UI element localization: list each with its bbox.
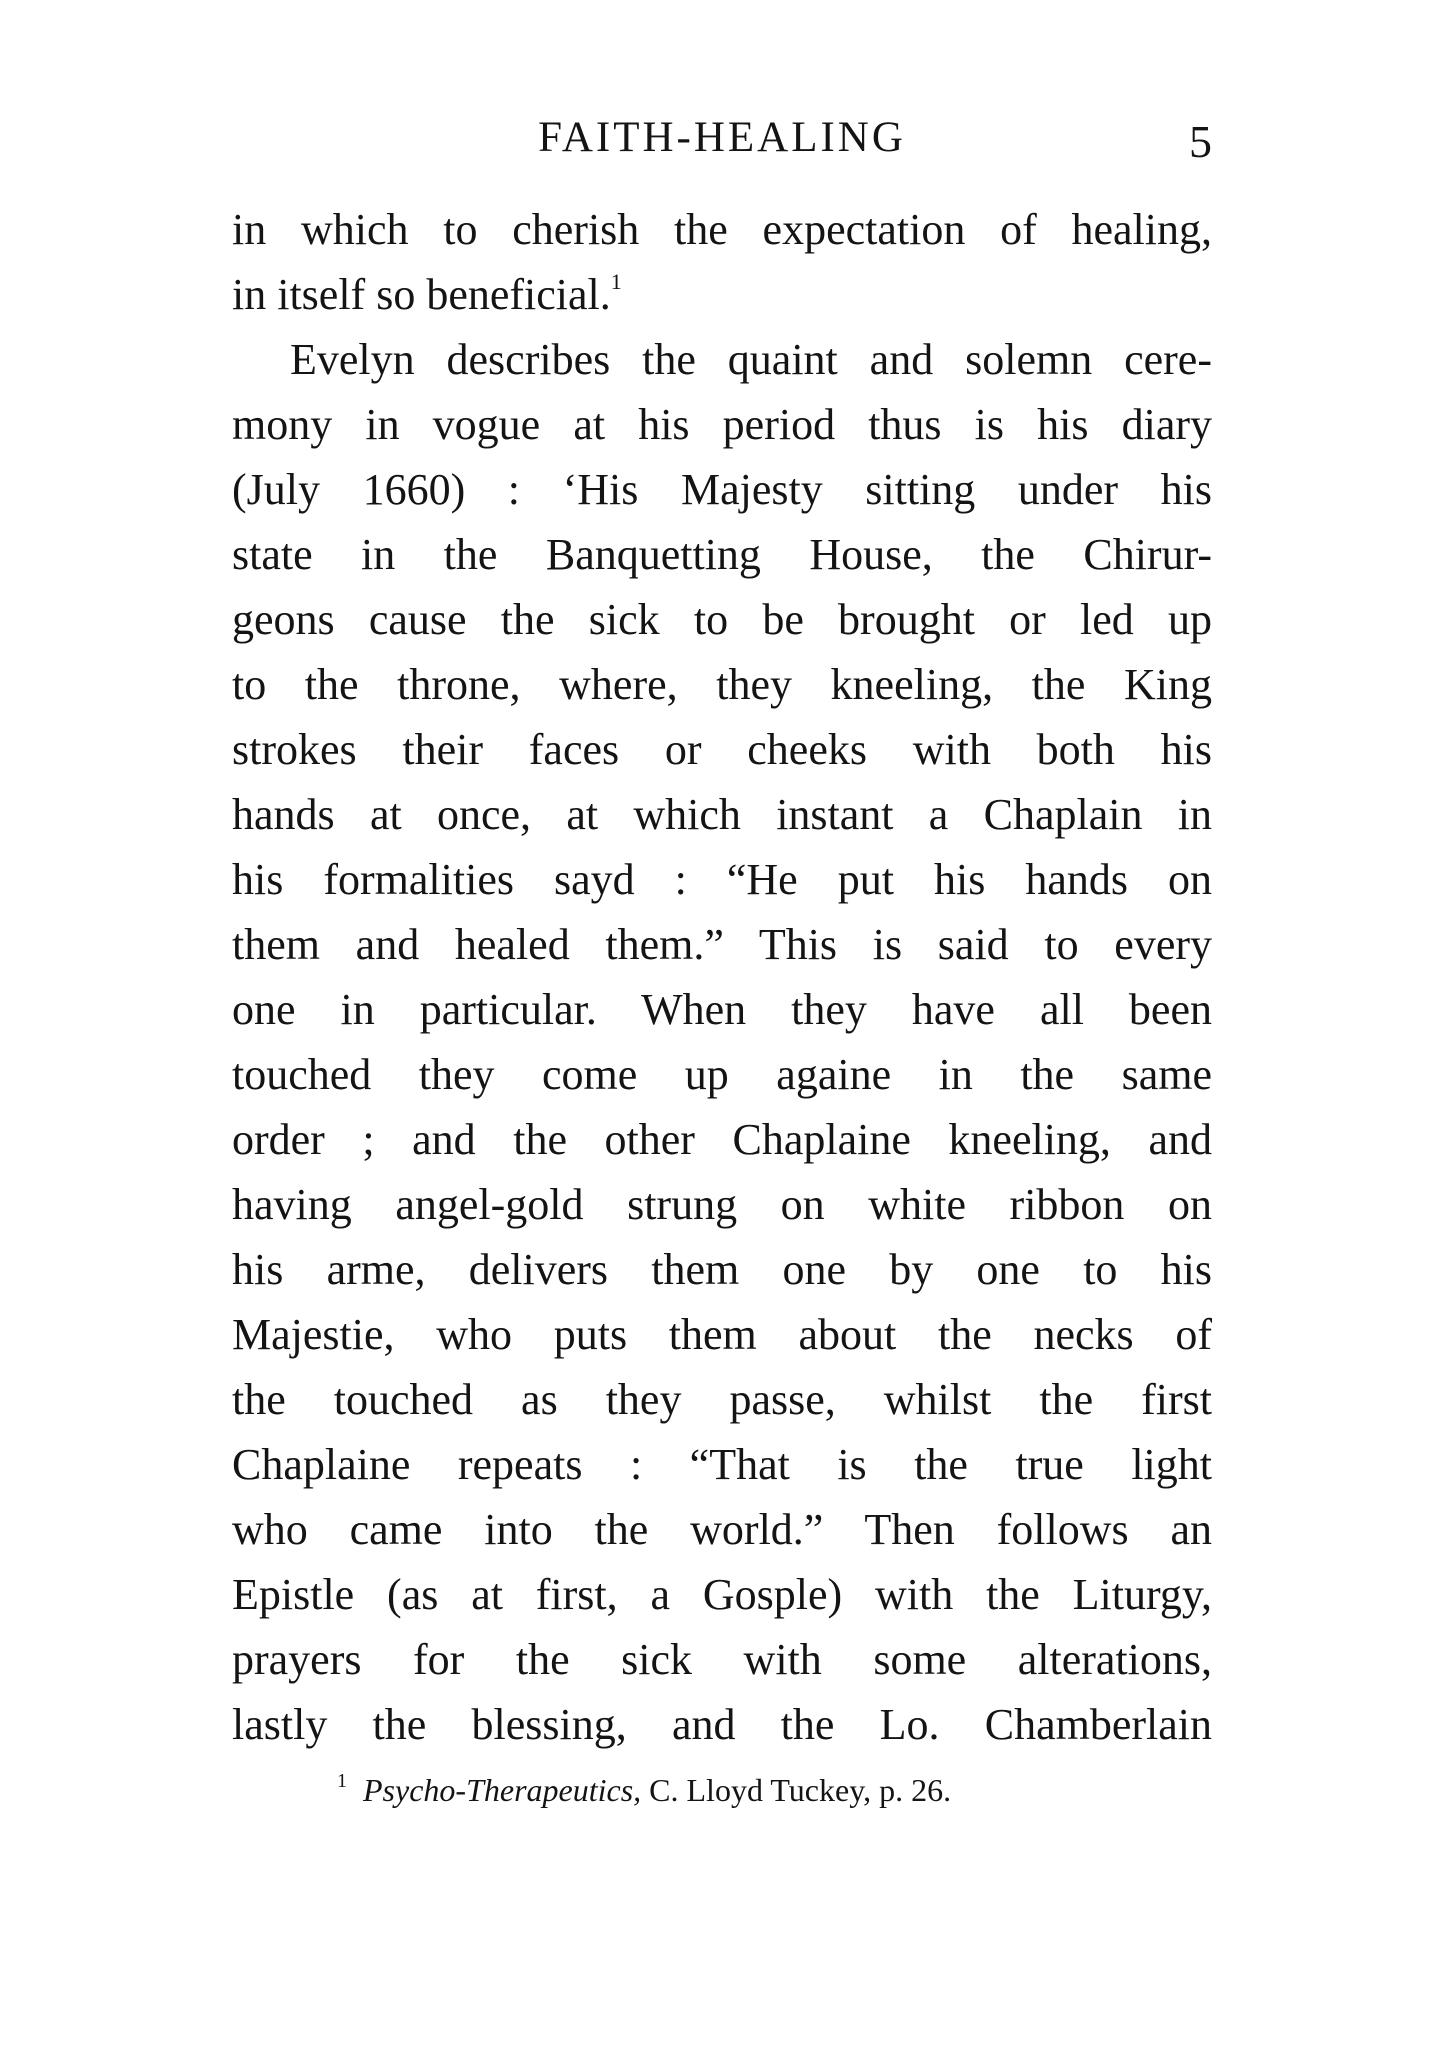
text-line: them and healed them.” This is said to every [232,920,1212,969]
text-line: who came into the world.” Then follows an [232,1505,1212,1554]
page-number: 5 [1189,116,1212,167]
body-text [232,197,1212,1757]
footnote-citation: C. Lloyd Tuckey, p. 26. [641,1772,952,1808]
text-line: strokes their faces or cheeks with both his [232,725,1212,774]
text-line: Epistle (as at first, a Gosple) with the Liturgy, [232,1570,1212,1619]
text-line: mony in vogue at his period thus is his diary [232,400,1212,449]
text-line: one in particular. When they have all been [232,985,1212,1034]
text-line: lastly the blessing, and the Lo. Chamberlain [232,1700,1212,1749]
text-line: (July 1660) : ‘His Majesty sitting under his [232,465,1212,514]
text-line: his formalities sayd : “He put his hands on [232,855,1212,904]
footnote-book-title: Psycho-Therapeutics, [363,1772,642,1808]
text-line: in which to cherish the expectation of healing, [232,205,1212,254]
text-line: to the throne, where, they kneeling, the King [232,660,1212,709]
text-line: geons cause the sick to be brought or led up [232,595,1212,644]
text-line: state in the Banquetting House, the Chirur- [232,530,1212,579]
text-line-with-footnote [232,262,1212,327]
running-head [232,108,1212,168]
text-line: prayers for the sick with some alterations, [232,1635,1212,1684]
running-title: FAITH-HEALING [538,114,906,161]
paragraph-first-line: Evelyn describes the quaint and solemn cere- [290,335,1212,384]
text-line: touched they come up againe in the same [232,1050,1212,1099]
text-line: Chaplaine repeats : “That is the true light [232,1440,1212,1489]
text-line: his arme, delivers them one by one to his [232,1245,1212,1294]
footnote-marker: 1 [337,1770,347,1792]
text-line: having angel-gold strung on white ribbon on [232,1180,1212,1229]
footnote [337,1767,1237,1813]
text-line: hands at once, at which instant a Chaplain in [232,790,1212,839]
text-line: in itself so beneficial. [232,270,611,319]
footnote-reference: 1 [610,269,622,294]
text-line: Majestie, who puts them about the necks of [232,1310,1212,1359]
text-line: the touched as they passe, whilst the first [232,1375,1212,1424]
text-line: order ; and the other Chaplaine kneeling, and [232,1115,1212,1164]
